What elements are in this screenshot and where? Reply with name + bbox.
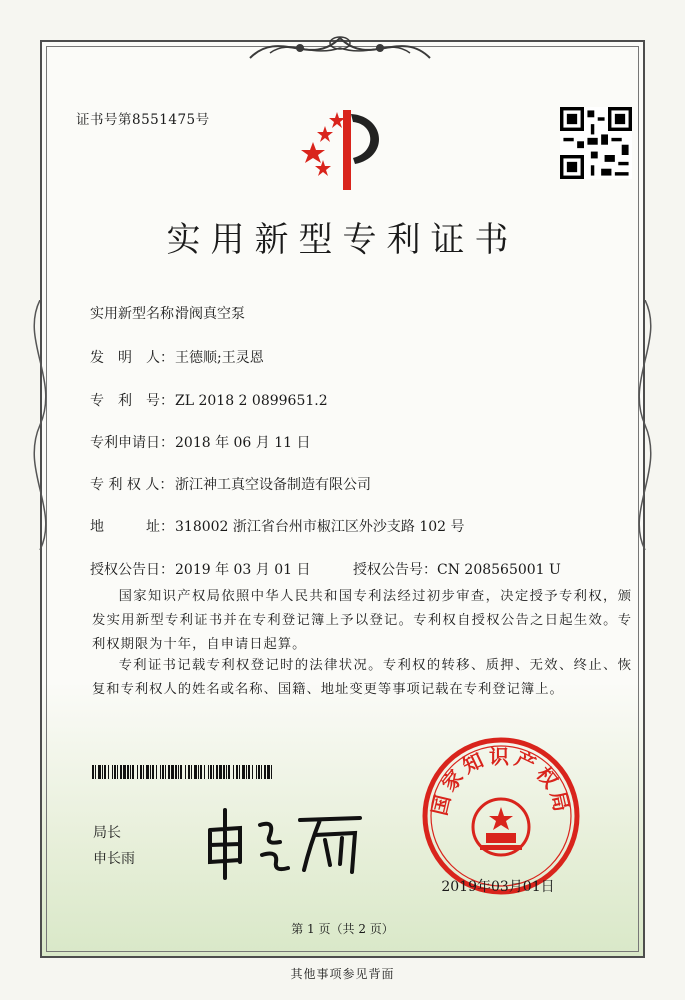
value-grant-date: 2019 年 03 月 01 日 (175, 562, 311, 578)
value-filing-date: 2018 年 06 月 11 日 (175, 435, 311, 451)
field-filing-date (90, 432, 311, 452)
patent-emblem-icon (295, 102, 395, 192)
field-inventor (90, 347, 264, 367)
barcode-icon (92, 765, 272, 779)
label-patentee: 专 利 权 人： (90, 477, 174, 493)
certificate-number: 证书号第8551475号 (76, 112, 210, 128)
field-utility-model-name (90, 303, 245, 323)
footer-note: 其他事项参见背面 (290, 967, 395, 981)
field-patent-number (90, 390, 328, 410)
right-ornament (625, 300, 665, 550)
value-patentee: 浙江神工真空设备制造有限公司 (175, 477, 371, 493)
certificate-title: 实用新型专利证书 (166, 220, 519, 260)
paragraph-grant-statement: 国家知识产权局依照中华人民共和国专利法经过初步审查，决定授予专利权，颁发实用新型专利证书并在专利登记簿上予以登记。专利权自授权公告之日起生效。专利权期限为十年，自申请日起算。 (92, 589, 632, 652)
field-grant-date (90, 559, 311, 579)
label-filing-date: 专利申请日： (90, 435, 174, 451)
value-name: 滑阀真空泵 (175, 306, 245, 322)
seal-text: 国家知识产权局 (427, 744, 575, 818)
value-patent-number: ZL 2018 2 0899651.2 (175, 393, 328, 409)
label-address: 地 址： (90, 519, 174, 535)
director-signature (200, 800, 370, 880)
value-address: 318002 浙江省台州市椒江区外沙支路 102 号 (175, 519, 465, 535)
label-grant-number: 授权公告号： (353, 562, 437, 578)
director-title: 局长 (93, 825, 121, 841)
svg-text:国家知识产权局 (427, 744, 575, 817)
field-grant-number (353, 559, 561, 579)
left-ornament (20, 300, 60, 550)
seal-date: 2019年03月01日 (441, 879, 555, 895)
label-inventor: 发 明 人： (90, 350, 174, 366)
director-name: 申长雨 (93, 851, 135, 867)
field-patentee (90, 474, 371, 494)
label-patent-number: 专 利 号： (90, 393, 174, 409)
official-seal (420, 735, 582, 897)
paragraph-legal-status: 专利证书记载专利权登记时的法律状况。专利权的转移、质押、无效、终止、恢复和专利权人的姓名或名称、国籍、地址变更等事项记载在专利登记簿上。 (92, 658, 632, 697)
value-inventor: 王德顺;王灵恩 (175, 350, 264, 366)
page-number: 第 1 页（共 2 页） (291, 922, 394, 936)
qr-code-icon (560, 107, 632, 179)
top-ornament (240, 18, 440, 78)
field-address (90, 516, 465, 536)
value-grant-number: CN 208565001 U (437, 562, 561, 578)
label-name: 实用新型名称： (90, 306, 188, 322)
label-grant-date: 授权公告日： (90, 562, 174, 578)
